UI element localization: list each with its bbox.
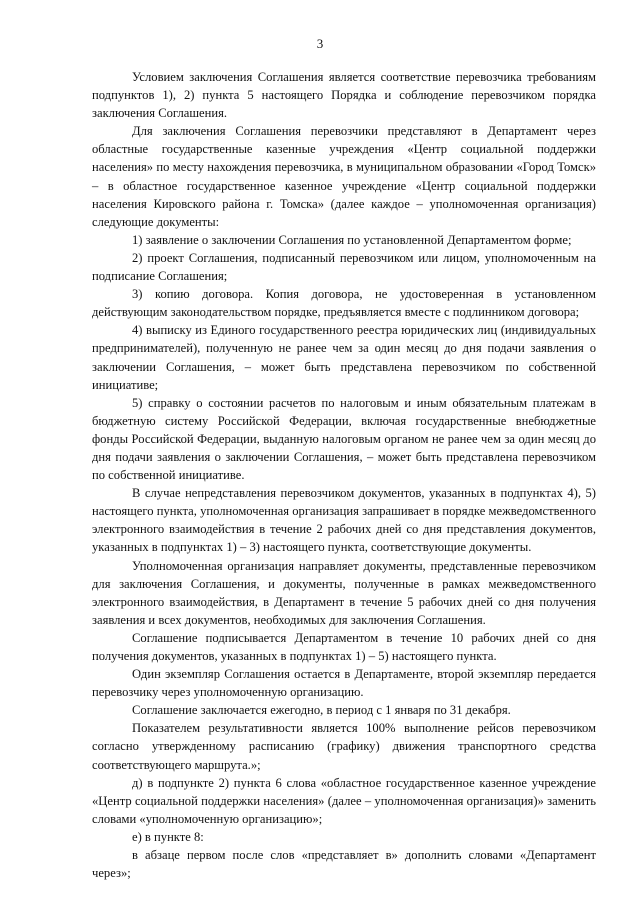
list-item-registry-extract: 4) выписку из Единого государственного реестра юридических лиц (индивидуальных предпринимателей), полученную не ранее чем за один месяц до дня подачи заявления о заключении Соглашения, – может быть представлена перевозчиком по собственной инициативе; xyxy=(92,323,596,392)
paragraph-annual-term: Соглашение заключается ежегодно, в период с 1 января по 31 декабря. xyxy=(132,703,511,718)
list-item-contract-copy: 3) копию договора. Копия договора, не удостоверенная в установленном действующим законодательством порядке, предъявляется вместе с подлинником договора; xyxy=(92,287,596,320)
paragraph-copies: Один экземпляр Соглашения остается в Департаменте, второй экземпляр передается перевозчику через уполномоченную организацию. xyxy=(92,667,596,700)
paragraph-documents-submission: Для заключения Соглашения перевозчики представляют в Департамент через областные государственные казенные учреждения «Центр социальной поддержки населения» по месту нахождения перевозчика, в муниципальном образовании «Город Томск» – в областное государственное казенное учреждение «Центр социальной поддержки населения Кировского района г. Томска» (далее каждое – уполномоченная организация) следующие документы: xyxy=(92,124,596,229)
paragraph-agreement-condition: Условием заключения Соглашения является соответствие перевозчика требованиям подпунктов 1), 2) пункта 5 настоящего Порядка и соблюдение перевозчиком порядка заключения Соглашения. xyxy=(92,70,596,121)
amendment-item-d: д) в подпункте 2) пункта 6 слова «областное государственное казенное учреждение «Центр социальной поддержки населения» (далее – уполномоченная организация)» заменить словами «уполномоченную организацию»; xyxy=(92,775,596,826)
paragraph-non-submission: В случае непредставления перевозчиком документов, указанных в подпунктах 4), 5) настоящего пункта, уполномоченная организация запрашивает в порядке межведомственного электронного взаимодействия в течение 2 рабочих дней со дня представления документов, указанных в подпунктах 1) – 3) настоящего пункта, соответствующие документы. xyxy=(92,486,596,555)
list-item-draft-agreement: 2) проект Соглашения, подписанный перевозчиком или лицом, уполномоченным на подписание Соглашения; xyxy=(92,250,596,284)
paragraph-performance-indicator: Показателем результативности является 100% выполнение рейсов перевозчиком согласно утвержденному расписанию (графику) движения транспортного средства соответствующего маршрута.»; xyxy=(92,721,596,772)
list-item-tax-certificate: 5) справку о состоянии расчетов по налоговым и иным обязательным платежам в бюджетную систему Российской Федерации, включая государственные внебюджетные фонды Российской Федерации, выданную налоговым органом не ранее чем за один месяц до дня подачи заявления о заключении Соглашения, – может быть представлена перевозчиком по собственной инициативе. xyxy=(92,395,596,483)
amendment-item-e-first-paragraph: в абзаце первом после слов «представляет в» дополнить словами «Департамент через»; xyxy=(92,848,596,881)
list-item-application: 1) заявление о заключении Соглашения по установленной Департаментом форме; xyxy=(132,232,572,247)
document-body xyxy=(92,68,596,882)
paragraph-signing-deadline: Соглашение подписывается Департаментом в течение 10 рабочих дней со дня получения документов, указанных в подпунктах 1) – 5) настоящего пункта. xyxy=(92,630,596,663)
page-number: 3 xyxy=(316,36,324,51)
amendment-item-e: е) в пункте 8: xyxy=(132,829,204,844)
paragraph-forwarding-documents: Уполномоченная организация направляет документы, представленные перевозчиком для заключения Соглашения, и документы, полученные в рамках межведомственного электронного взаимодействия, в Департамент в течение 5 рабочих дней со дня получения заявления и всех документов, необходимых для заключения Соглашения. xyxy=(92,558,596,627)
